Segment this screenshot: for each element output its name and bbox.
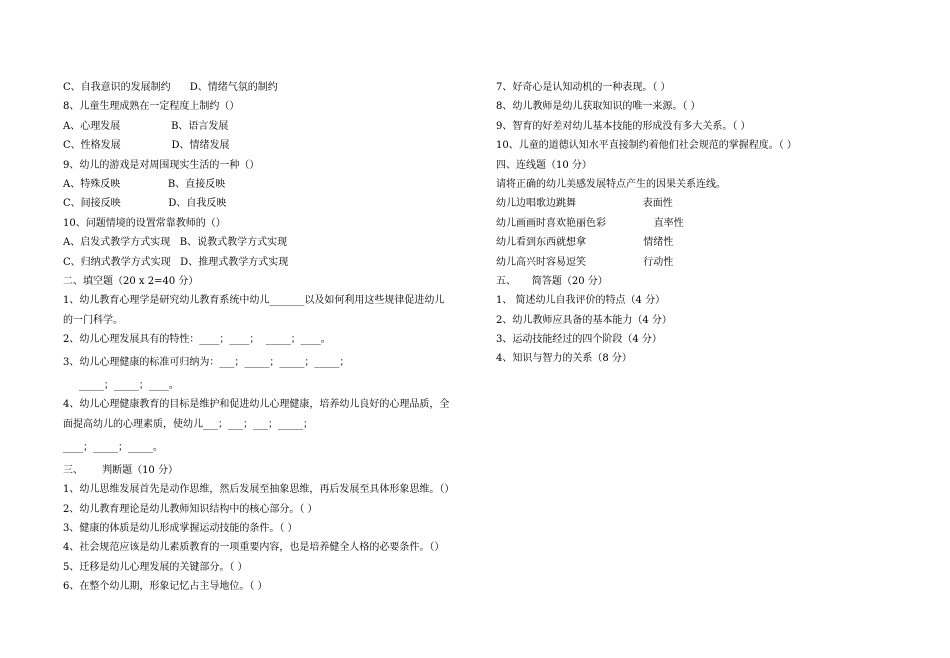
right-column-line: 3、运动技能经过的四个阶段（4 分） xyxy=(496,334,662,346)
left-column-line: 4、社会规范应该是幼儿素质教育的一项重要内容，也是培养健全人格的必要条件。（） xyxy=(63,542,445,554)
left-column-line: 5、迁移是幼儿心理发展的关键部分。（ ） xyxy=(63,561,248,573)
left-column-line: 1、幼儿思维发展首先是动作思维，然后发展至抽象思维，再后发展至具体形象思维。（） xyxy=(63,484,455,496)
right-column-line: 请将正确的幼儿美感发展特点产生的因果关系连线。 xyxy=(496,178,726,190)
left-column-line: 3、健康的体质是幼儿形成掌握运动技能的条件。（ ） xyxy=(63,523,298,535)
left-column-line: _____；_____；____。 xyxy=(63,380,179,392)
right-column-line: 幼儿边唱歌边跳舞 表面性 xyxy=(496,198,673,210)
left-column-line: 2、幼儿教育理论是幼儿教师知识结构中的核心部分。（ ） xyxy=(63,503,318,515)
right-column-line: 2、幼儿教师应具备的基本能力（4 分） xyxy=(496,314,672,326)
right-column-line: 7、好奇心是认知动机的一种表现。（ ） xyxy=(496,82,671,93)
right-column-line: 幼儿画画时喜欢艳丽色彩 直率性 xyxy=(496,217,684,229)
left-column-line: A、心理发展 B、语言发展 xyxy=(63,120,229,132)
left-column-line: C、性格发展 D、情绪发展 xyxy=(63,140,230,152)
left-column-line: 6、在整个幼儿期，形象记忆占主导地位。（ ） xyxy=(63,581,268,593)
left-column-line: C、自我意识的发展制约 D、情绪气氛的制约 xyxy=(63,82,278,93)
left-column-line: 1、幼儿教育心理学是研究幼儿教育系统中幼儿_______以及如何利用这些规律促进幼儿 xyxy=(63,295,445,307)
right-column-line: 9、智育的好差对幼儿基本技能的形成没有多大关系。（ ） xyxy=(496,120,751,132)
left-column-line: 8、儿童生理成熟在一定程度上制约（） xyxy=(63,101,240,113)
left-column xyxy=(63,78,463,597)
right-column-line: 8、幼儿教师是幼儿获取知识的唯一来源。（ ） xyxy=(496,101,701,113)
right-column-line: 4、知识与智力的关系（8 分） xyxy=(496,353,632,365)
left-column-line: A、启发式教学方式实现 B、说教式教学方式实现 xyxy=(63,237,288,249)
left-column-line: 4、幼儿心理健康教育的目标是维护和促进幼儿心理健康，培养幼儿良好的心理品质，全 xyxy=(63,399,450,411)
left-column-line: 2、幼儿心理发展具有的特性：____；____； _____；____。 xyxy=(63,334,331,346)
right-column xyxy=(496,78,916,369)
left-column-line: 二、填空题（20 x 2=40 分） xyxy=(63,275,199,287)
left-column-line: 三、 判断题（10 分） xyxy=(63,464,178,476)
left-column-line: ____；_____；_____。 xyxy=(63,441,163,453)
left-column-line: 9、幼儿的游戏是对周围现实生活的一种（） xyxy=(63,159,260,171)
right-column-line: 四、连线题（10 分） xyxy=(496,159,592,171)
left-column-line: C、间接反映 D、自我反映 xyxy=(63,198,227,210)
left-column-line: 3、幼儿心理健康的标准可归纳为：___；_____；_____；_____； xyxy=(63,357,350,369)
left-column-line: 面提高幼儿的心理素质，使幼儿___；___；___；_____； xyxy=(63,418,313,430)
right-column-line: 1、 简述幼儿自我评价的特点（4 分） xyxy=(496,295,666,307)
right-column-line: 幼儿看到东西就想拿 情绪性 xyxy=(496,237,674,249)
left-column-line: 10、问题情境的设置常靠教师的（） xyxy=(63,217,226,229)
right-column-line: 10、儿童的道德认知水平直接制约着他们社会规范的掌握程度。（ ） xyxy=(496,140,797,152)
right-column-line: 幼儿高兴时容易逗笑 行动性 xyxy=(496,256,674,268)
left-column-line: 的一门科学。 xyxy=(63,314,123,326)
left-column-line: C、归纳式教学方式实现 D、推理式教学方式实现 xyxy=(63,256,289,268)
right-column-line: 五、 简答题（20 分） xyxy=(496,275,608,287)
left-column-line: A、特殊反映 B、直接反映 xyxy=(63,178,226,190)
